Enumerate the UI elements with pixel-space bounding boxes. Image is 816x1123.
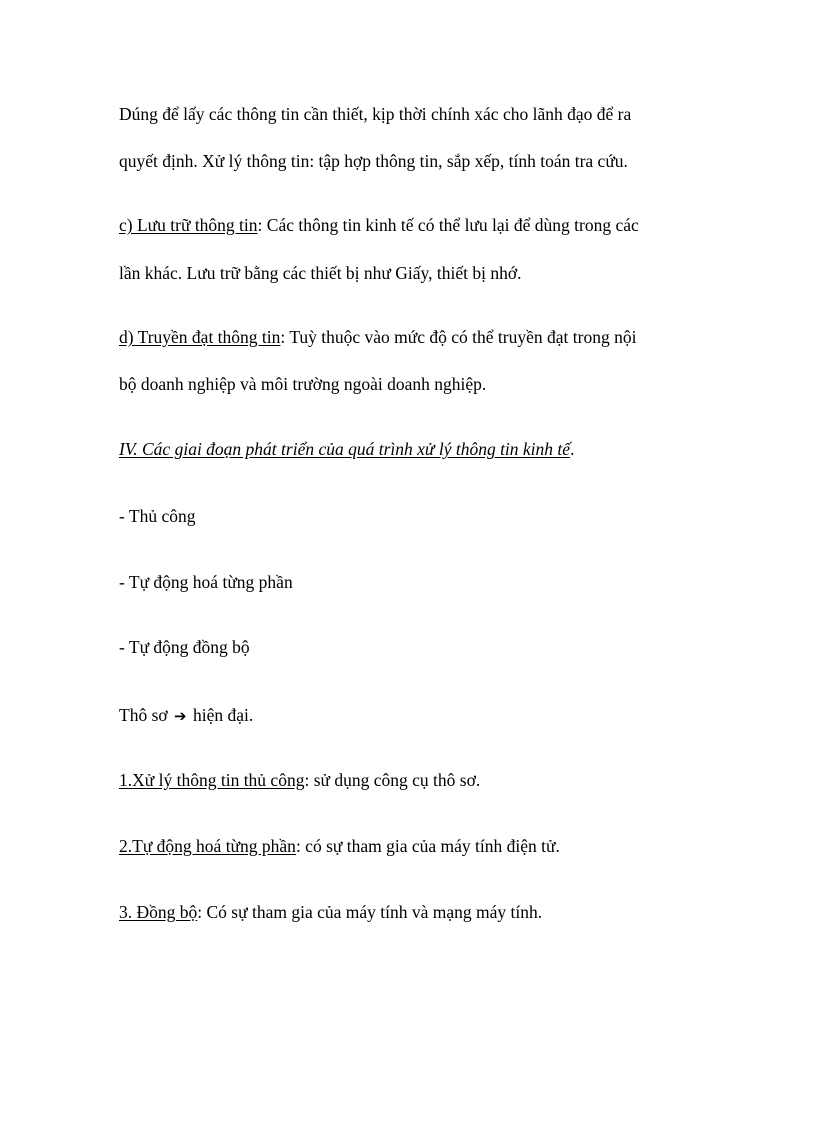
paragraph-line-4 bbox=[119, 262, 522, 284]
section-c-text: : Các thông tin kinh tế có thể lưu lại để dùng trong các bbox=[257, 215, 639, 235]
section-iv-dot: . bbox=[570, 439, 575, 459]
section-iv-heading: IV. Các giai đoạn phát triển của quá trình xử lý thông tin kinh tế bbox=[119, 439, 571, 459]
stage-3-line bbox=[119, 901, 542, 923]
bullet-text: - Tự động hoá từng phần bbox=[119, 572, 293, 592]
stage-1-text: : sử dụng công cụ thô sơ. bbox=[304, 770, 481, 790]
paragraph-line-1 bbox=[119, 103, 631, 125]
stage-2-heading: 2.Tự động hoá từng phần bbox=[119, 836, 296, 856]
bullet-item-3 bbox=[119, 636, 250, 658]
paragraph-line-6 bbox=[119, 373, 486, 395]
arrow-right-icon: ➔ bbox=[174, 707, 187, 725]
transition-line bbox=[119, 704, 253, 727]
line-text: lần khác. Lưu trữ bằng các thiết bị như Giấy, thiết bị nhớ. bbox=[119, 263, 522, 283]
bullet-item-2 bbox=[119, 571, 293, 593]
line-text: quyết định. Xử lý thông tin: tập hợp thông tin, sắp xếp, tính toán tra cứu. bbox=[119, 151, 628, 171]
section-iv-heading-line bbox=[119, 438, 574, 460]
paragraph-line-2 bbox=[119, 150, 628, 172]
stage-1-heading: 1.Xử lý thông tin thủ công bbox=[119, 770, 305, 790]
bullet-text: - Thủ công bbox=[119, 506, 196, 526]
line-text: Dúng để lấy các thông tin cần thiết, kịp thời chính xác cho lãnh đạo để ra bbox=[119, 104, 632, 124]
transition-to: hiện đại. bbox=[192, 705, 254, 725]
bullet-item-1 bbox=[119, 505, 195, 527]
section-c-heading: c) Lưu trữ thông tin bbox=[119, 215, 258, 235]
section-d-line bbox=[119, 326, 636, 348]
stage-1-line bbox=[119, 769, 480, 791]
stage-3-text: : Có sự tham gia của máy tính và mạng máy tính. bbox=[197, 902, 543, 922]
transition-from: Thô sơ bbox=[119, 705, 168, 725]
section-c-line bbox=[119, 214, 639, 236]
section-d-heading: d) Truyền đạt thông tin bbox=[119, 327, 281, 347]
stage-2-text: : có sự tham gia của máy tính điện tử. bbox=[295, 836, 560, 856]
bullet-text: - Tự động đồng bộ bbox=[119, 637, 250, 657]
stage-2-line bbox=[119, 835, 560, 857]
section-d-text: : Tuỳ thuộc vào mức độ có thể truyền đạt trong nội bbox=[280, 327, 637, 347]
line-text: bộ doanh nghiệp và môi trường ngoài doanh nghiệp. bbox=[119, 374, 487, 394]
stage-3-heading: 3. Đồng bộ bbox=[119, 902, 198, 922]
